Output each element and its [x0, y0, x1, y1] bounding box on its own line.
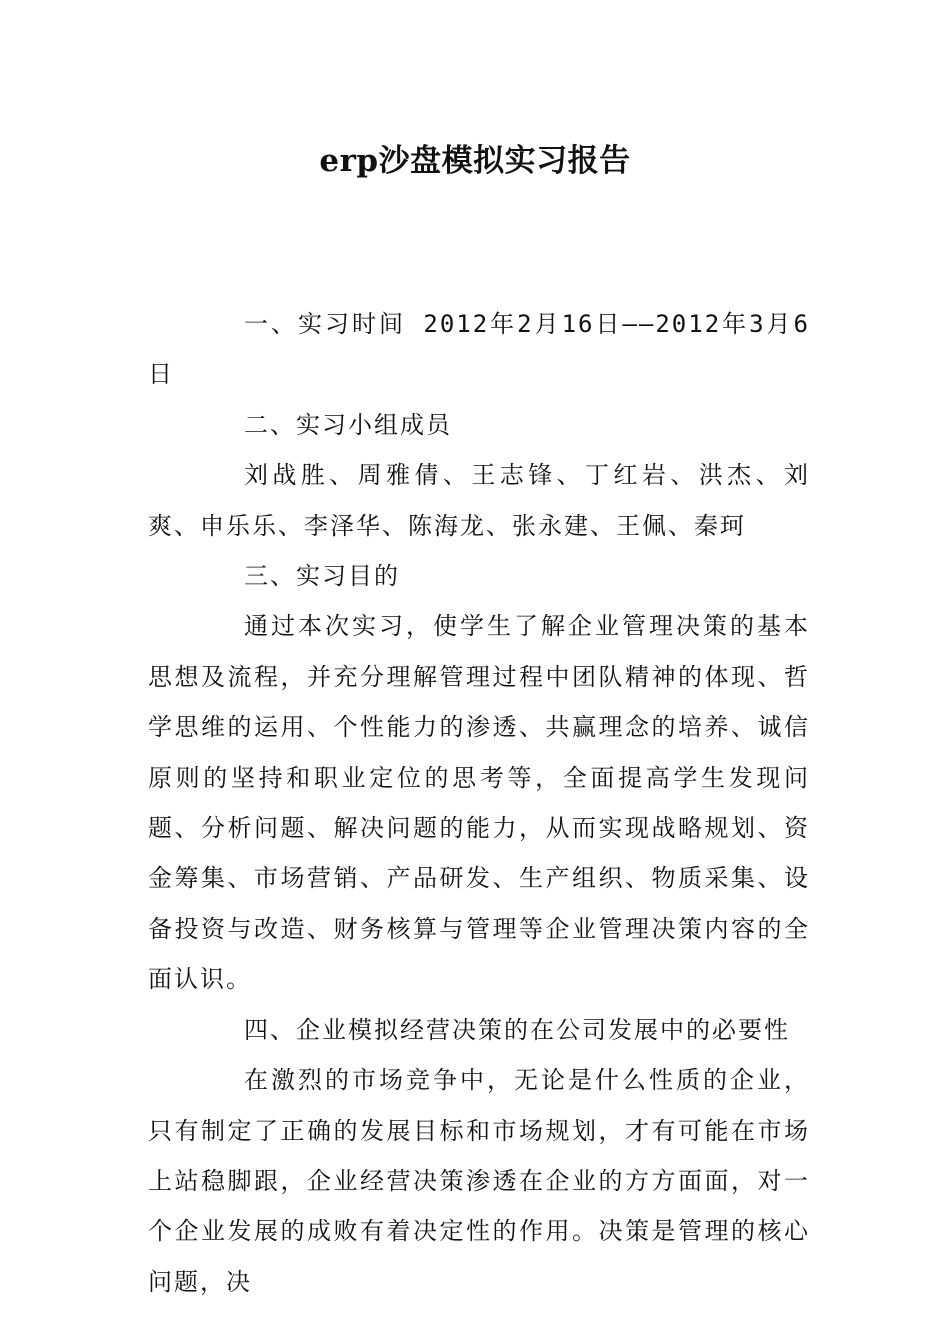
paragraph-purpose-heading: 三、实习目的 [244, 562, 400, 591]
paragraph-group-members-heading: 二、实习小组成员 [244, 410, 452, 439]
paragraph-necessity: 在激烈的市场竞争中，无论是什么性质的企业，只有制定了正确的发展目标和市场规划，才有可能在市场上站稳脚跟，企业经营决策渗透在企业的方方面面，对一个企业发展的成败有着决定性的作用。决策是管理的核心问题，决 [148, 1066, 810, 1296]
paragraph-necessity-heading: 四、企业模拟经营决策的在公司发展中的必要性 [244, 1015, 790, 1044]
document-title: erp沙盘模拟实习报告 [319, 143, 631, 179]
paragraph-group-members: 刘战胜、周雅倩、王志锋、丁红岩、洪杰、刘爽、申乐乐、李泽华、陈海龙、张永建、王佩、秦珂 [148, 461, 810, 540]
paragraph-internship-time: 一、实习时间 2012年2月16日——2012年3月6日 [148, 310, 810, 389]
paragraph-purpose: 通过本次实习，使学生了解企业管理决策的基本思想及流程，并充分理解管理过程中团队精神的体现、哲学思维的运用、个性能力的渗透、共赢理念的培养、诚信原则的坚持和职业定位的思考等，全面提高学生发现问题、分析问题、解决问题的能力，从而实现战略规划、资金筹集、市场营销、产品研发、生产组织、物质采集、设备投资与改造、财务核算与管理等企业管理决策内容的全面认识。 [148, 612, 810, 994]
document-body [148, 299, 810, 1307]
